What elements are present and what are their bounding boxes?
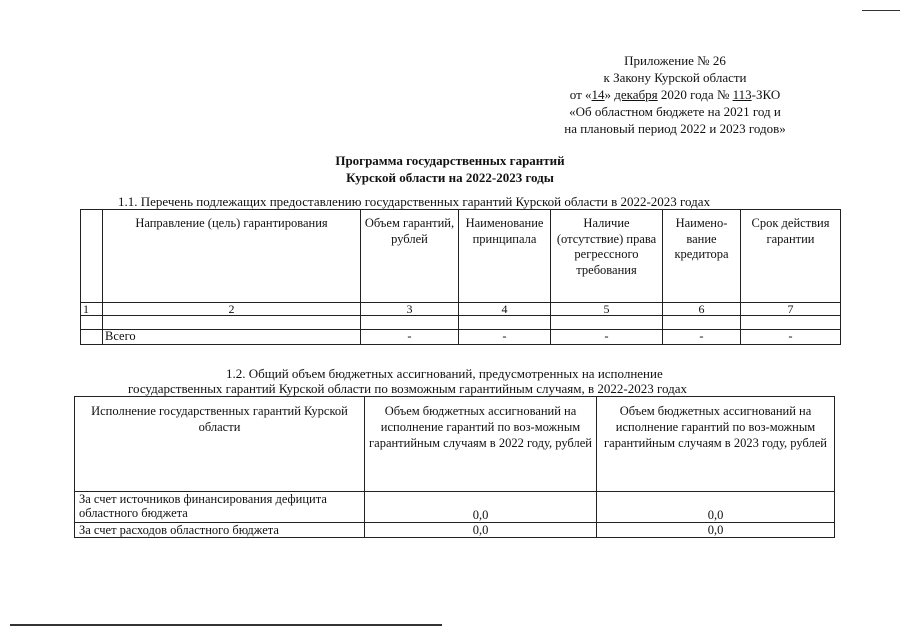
table1-header-cell: Объем гарантий, рублей xyxy=(361,210,459,303)
appendix-law-suffix: -ЗКО xyxy=(751,87,781,102)
table1-empty-row xyxy=(81,316,841,330)
table-cell xyxy=(551,316,663,330)
section2-caption-line-1: 1.2. Общий объем бюджетных ассигнований, предусмотренных на исполнение xyxy=(226,366,663,381)
table-cell xyxy=(741,316,841,330)
section1-caption: 1.1. Перечень подлежащих предоставлению государственных гарантий Курской области в 2022-2023 годах xyxy=(118,194,711,209)
section2-caption-line-2: государственных гарантий Курской области по возможным гарантийным случаям, в 2022-2023 годах xyxy=(128,381,687,396)
table2-header-row xyxy=(75,397,835,492)
row-label: За счет расходов областного бюджета xyxy=(75,523,365,538)
appendix-line-3 xyxy=(520,86,830,103)
table2-header-cell: Исполнение государственных гарантий Курской области xyxy=(75,397,365,492)
table1-column-number-row xyxy=(81,303,841,316)
guarantees-list-table xyxy=(80,209,841,345)
row-value: 0,0 xyxy=(597,492,835,523)
table-cell xyxy=(663,316,741,330)
footer-rule xyxy=(10,624,442,626)
table1-header-cell: Наименование принципала xyxy=(459,210,551,303)
row-value: 0,0 xyxy=(597,523,835,538)
document-title xyxy=(250,152,650,186)
appendix-date-prefix: от « xyxy=(569,87,592,102)
appendix-line-1: Приложение № 26 xyxy=(624,53,726,68)
table1-header-cell: Наличие (отсутствие) права регрессного требования xyxy=(551,210,663,303)
corner-mark xyxy=(862,10,900,11)
table-row xyxy=(75,523,835,538)
total-value: - xyxy=(459,330,551,345)
table-cell xyxy=(103,316,361,330)
table1-header-cell: Наимено-вание кредитора xyxy=(663,210,741,303)
appendix-line-2: к Закону Курской области xyxy=(603,70,747,85)
title-line-2: Курской области на 2022-2023 годы xyxy=(346,170,554,185)
table-cell xyxy=(81,316,103,330)
appendix-line-4: «Об областном бюджете на 2021 год и xyxy=(569,104,781,119)
appendix-day: 14 xyxy=(591,87,605,102)
budget-allocations-table xyxy=(74,396,835,538)
row-value: 0,0 xyxy=(365,523,597,538)
appendix-year: 2020 года № xyxy=(657,87,733,102)
appendix-law-number: 113 xyxy=(732,87,752,102)
row-value: 0,0 xyxy=(365,492,597,523)
total-label: Всего xyxy=(103,330,361,345)
table-cell xyxy=(361,316,459,330)
table-cell xyxy=(459,316,551,330)
total-value: - xyxy=(361,330,459,345)
table-row xyxy=(75,492,835,523)
table1-header-cell xyxy=(81,210,103,303)
column-number-cell: 4 xyxy=(459,303,551,316)
column-number-cell: 5 xyxy=(551,303,663,316)
appendix-line-5: на плановый период 2022 и 2023 годов» xyxy=(564,121,786,136)
table2-header-cell: Объем бюджетных ассигнований на исполнение гарантий по воз-можным гарантийным случаям в 2023 году, рублей xyxy=(597,397,835,492)
total-value: - xyxy=(551,330,663,345)
column-number-cell: 6 xyxy=(663,303,741,316)
table1-header-cell: Направление (цель) гарантирования xyxy=(103,210,361,303)
column-number-cell: 2 xyxy=(103,303,361,316)
total-value: - xyxy=(663,330,741,345)
table1-total-row xyxy=(81,330,841,345)
table1-header-row xyxy=(81,210,841,303)
title-line-1: Программа государственных гарантий xyxy=(335,153,565,168)
column-number-cell: 3 xyxy=(361,303,459,316)
table1-header-cell: Срок действия гарантии xyxy=(741,210,841,303)
appendix-date-mid: » xyxy=(604,87,615,102)
total-value: - xyxy=(741,330,841,345)
column-number-cell: 7 xyxy=(741,303,841,316)
row-label: За счет источников финансирования дефицита областного бюджета xyxy=(75,492,365,523)
appendix-month: декабря xyxy=(614,87,658,102)
table-cell xyxy=(81,330,103,345)
column-number-cell: 1 xyxy=(81,303,103,316)
appendix-header xyxy=(520,52,830,137)
table2-header-cell: Объем бюджетных ассигнований на исполнение гарантий по воз-можным гарантийным случаям в 2022 году, рублей xyxy=(365,397,597,492)
